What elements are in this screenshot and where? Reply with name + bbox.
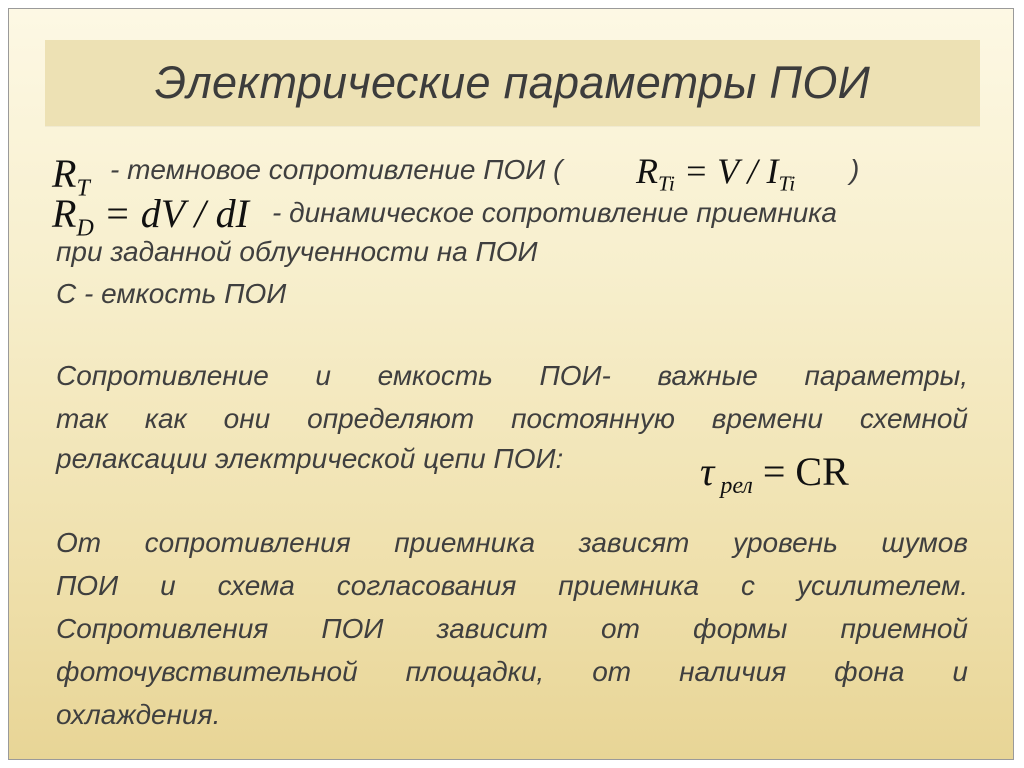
formula-rd-subscript: D — [76, 215, 94, 242]
paragraph2-line1: От сопротивления приемника зависят уровень шумов — [56, 527, 968, 558]
formula-tau-symbol: τ — [700, 449, 715, 494]
formula-iti-subscript: Ti — [778, 171, 796, 196]
formula-rd — [52, 190, 249, 242]
paragraph2-line5: охлаждения. — [56, 699, 221, 730]
formula-rti — [636, 150, 795, 197]
formula-tau-subscript: рел — [720, 473, 753, 500]
paragraph1-line3: релаксации электрической цепи ПОИ: — [56, 443, 564, 474]
formula-rti-subscript: Ti — [658, 171, 675, 196]
paragraph1-line1: Сопротивление и емкость ПОИ- важные параметры, — [56, 360, 968, 391]
slide-title: Электрические параметры ПОИ — [154, 57, 871, 108]
paragraph2-line2: ПОИ и схема согласования приемника с усилителем. — [56, 570, 968, 601]
title-bar — [45, 40, 980, 126]
formula-rd-symbol: R — [52, 191, 77, 236]
formula-rd-rhs: = dV / dI — [103, 191, 249, 236]
line1-close: ) — [850, 154, 860, 185]
paragraph1-line2: так как они определяют постоянную времени схемной — [56, 403, 968, 434]
formula-rti-symbol: R — [636, 151, 658, 191]
line4-text: С - емкость ПОИ — [56, 278, 287, 309]
line3-text: при заданной облученности на ПОИ — [56, 236, 538, 267]
paragraph2-line3: Сопротивления ПОИ зависит от формы приемной — [56, 613, 968, 644]
formula-tau — [700, 448, 849, 500]
formula-rt-subscript: T — [76, 175, 90, 202]
formula-rt-symbol: R — [52, 151, 77, 196]
line1-text: - темновое сопротивление ПОИ ( — [110, 154, 563, 185]
formula-rti-rhs: = V / I — [683, 151, 779, 191]
line2-text: - динамическое сопротивление приемника — [272, 197, 837, 228]
formula-tau-rhs: = CR — [762, 449, 849, 494]
paragraph2-line4: фоточувствительной площадки, от наличия фона и — [56, 656, 968, 687]
